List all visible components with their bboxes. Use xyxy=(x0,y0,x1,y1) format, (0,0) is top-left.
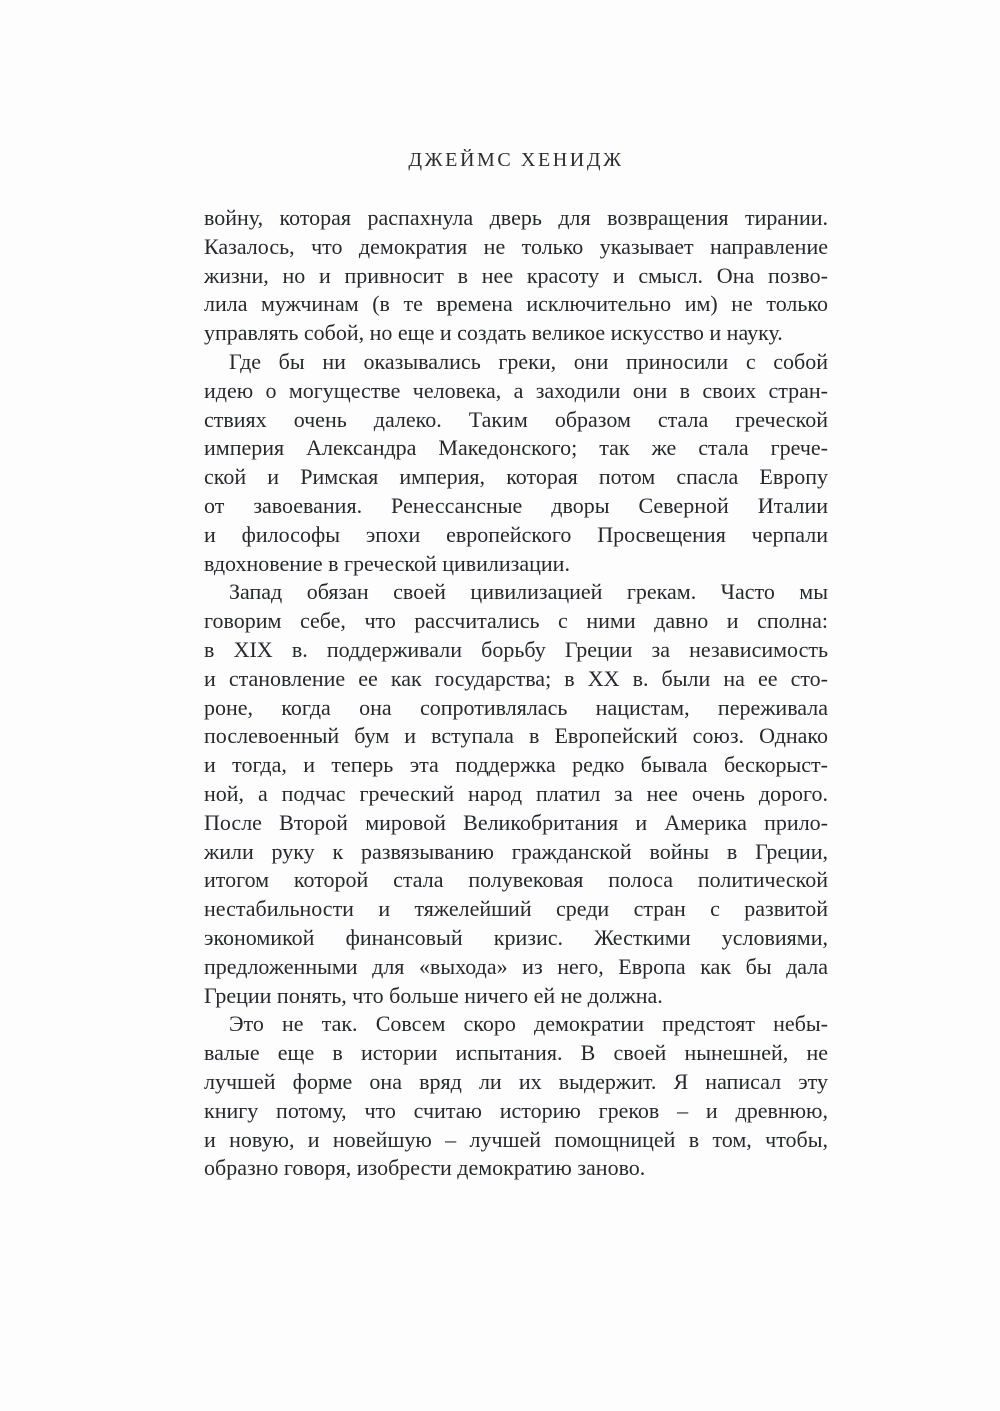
text-line: и тогда, и теперь эта поддержка редко бывала бескорыст- xyxy=(204,752,828,778)
text-line: нестабильности и тяжелейший среди стран с развитой xyxy=(204,896,828,922)
text-line: от завоевания. Ренессансные дворы Северной Италии xyxy=(204,492,828,518)
text-block xyxy=(204,204,828,1183)
text-line: ной, а подчас греческий народ платил за нее очень дорого. xyxy=(204,780,828,806)
text-line: ствиях очень далеко. Таким образом стала греческой xyxy=(204,406,828,432)
text-line: лила мужчинам (в те времена исключительно им) не только xyxy=(204,291,828,317)
text-line: образно говоря, изобрести демократию заново. xyxy=(204,1155,646,1181)
text-line: книгу потому, что считаю историю греков – и древнюю, xyxy=(204,1097,828,1123)
text-line: итогом которой стала полувековая полоса политической xyxy=(204,867,828,893)
text-line: Греции понять, что больше ничего ей не должна. xyxy=(204,982,663,1008)
text-line: После Второй мировой Великобритания и Америка прило- xyxy=(204,809,828,835)
text-line: предложенными для «выхода» из него, Европа как бы дала xyxy=(204,953,828,979)
text-line: послевоенный бум и вступала в Европейский союз. Однако xyxy=(204,723,828,749)
running-head: ДЖЕЙМС ХЕНИДЖ xyxy=(408,149,624,171)
paragraph xyxy=(204,348,828,578)
text-line: вдохновение в греческой цивилизации. xyxy=(204,550,570,576)
text-line: империя Александра Македонского; так же стала грече- xyxy=(204,435,828,461)
text-line: и новую, и новейшую – лучшей помощницей в том, чтобы, xyxy=(204,1126,828,1152)
paragraph xyxy=(204,1010,828,1183)
text-line: и философы эпохи европейского Просвещения черпали xyxy=(204,521,828,547)
text-line: и становление ее как государства; в XX в. были на ее сто- xyxy=(204,665,828,691)
text-line: управлять собой, но еще и создать великое искусство и науку. xyxy=(204,320,783,346)
text-line: говорим себе, что рассчитались с ними давно и сполна: xyxy=(204,608,828,634)
text-line: лучшей форме она вряд ли их выдержит. Я написал эту xyxy=(204,1068,828,1094)
text-line: Это не так. Совсем скоро демократии предстоят небы- xyxy=(229,1011,828,1037)
text-line: войну, которая распахнула дверь для возвращения тирании. xyxy=(204,205,828,230)
text-line: в XIX в. поддерживали борьбу Греции за независимость xyxy=(204,636,828,662)
text-line: жили руку к развязыванию гражданской войны в Греции, xyxy=(204,838,828,864)
text-line: валые еще в истории испытания. В своей нынешней, не xyxy=(204,1040,828,1066)
text-line: Запад обязан своей цивилизацией грекам. Часто мы xyxy=(229,579,828,605)
text-line: роне, когда она сопротивлялась нацистам, переживала xyxy=(204,694,828,720)
paragraph xyxy=(204,578,828,1010)
text-line: Где бы ни оказывались греки, они приносили с собой xyxy=(229,348,828,374)
text-line: экономикой финансовый кризис. Жесткими условиями, xyxy=(204,924,828,950)
paragraph xyxy=(204,204,828,348)
text-line: жизни, но и привносит в нее красоту и смысл. Она позво- xyxy=(204,262,828,288)
text-line: ской и Римская империя, которая потом спасла Европу xyxy=(204,464,828,490)
text-line: идею о могуществе человека, а заходили они в своих стран- xyxy=(204,377,828,403)
text-line: Казалось, что демократия не только указывает направление xyxy=(204,233,828,259)
